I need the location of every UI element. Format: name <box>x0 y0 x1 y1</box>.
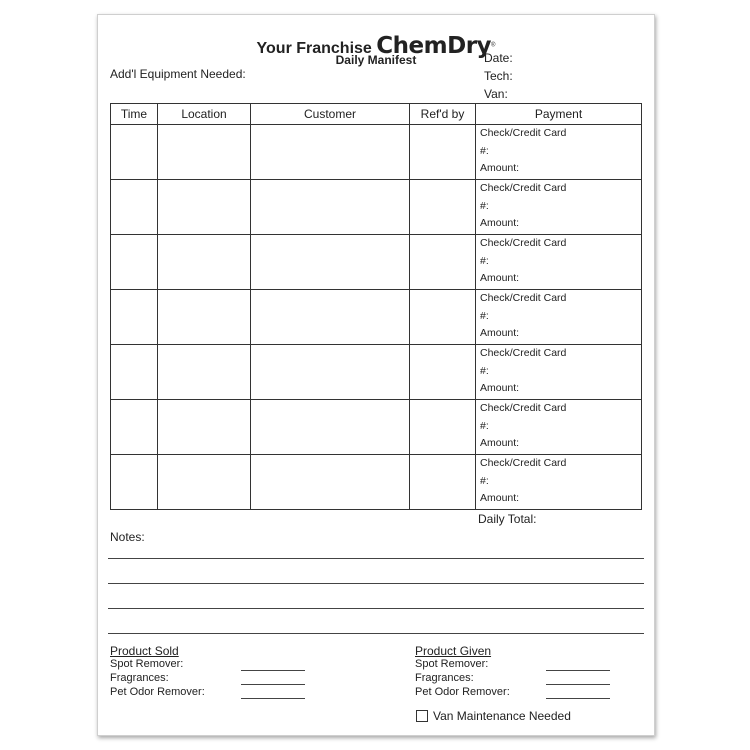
notes-label: Notes: <box>110 530 145 544</box>
payment-method-label: Check/Credit Card <box>480 292 567 304</box>
time-cell[interactable] <box>111 400 158 455</box>
location-cell[interactable] <box>158 235 251 290</box>
notes-line[interactable] <box>108 633 644 634</box>
payment-number-label: #: <box>480 254 489 267</box>
table-row <box>111 125 642 180</box>
equipment-label: Add'l Equipment Needed: <box>110 67 246 81</box>
payment-method-label: Check/Credit Card <box>480 237 567 249</box>
payment-number-label: #: <box>480 144 489 157</box>
product-sold-spot-remover-blank[interactable] <box>241 670 305 671</box>
payment-amount-label: Amount: <box>480 492 520 504</box>
customer-cell[interactable] <box>251 400 410 455</box>
payment-cell[interactable] <box>476 345 642 400</box>
time-cell[interactable] <box>111 180 158 235</box>
payment-cell[interactable] <box>476 235 642 290</box>
payment-number-label: #: <box>480 199 489 212</box>
van-label: Van: <box>484 87 508 101</box>
refd-by-cell[interactable] <box>410 400 476 455</box>
payment-cell[interactable] <box>476 400 642 455</box>
payment-method-label: Check/Credit Card <box>480 347 567 359</box>
payment-cell[interactable] <box>476 290 642 345</box>
payment-method-label: Check/Credit Card <box>480 402 567 414</box>
product-sold-fragrances-label: Fragrances: <box>110 672 169 684</box>
manifest-sheet <box>97 14 655 736</box>
payment-number-label: #: <box>480 474 489 487</box>
payment-number-label: #: <box>480 419 489 432</box>
payment-method-label: Check/Credit Card <box>480 182 567 194</box>
location-cell[interactable] <box>158 455 251 510</box>
refd-by-cell[interactable] <box>410 235 476 290</box>
time-cell[interactable] <box>111 290 158 345</box>
product-given-spot-remover-label: Spot Remover: <box>415 658 489 670</box>
customer-cell[interactable] <box>251 345 410 400</box>
product-given-fragrances-label: Fragrances: <box>415 672 474 684</box>
chemdry-logo: ChemDry <box>376 33 492 59</box>
van-maintenance-label: Van Maintenance Needed <box>433 709 571 723</box>
payment-amount-label: Amount: <box>480 272 520 284</box>
customer-cell[interactable] <box>251 235 410 290</box>
location-cell[interactable] <box>158 290 251 345</box>
location-cell[interactable] <box>158 400 251 455</box>
customer-cell[interactable] <box>251 125 410 180</box>
product-sold-pet-odor-blank[interactable] <box>241 698 305 699</box>
tech-label: Tech: <box>484 69 513 83</box>
notes-line[interactable] <box>108 583 644 584</box>
van-maintenance-checkbox[interactable] <box>416 710 428 722</box>
payment-cell[interactable] <box>476 125 642 180</box>
product-given-spot-remover-blank[interactable] <box>546 670 610 671</box>
refd-by-cell[interactable] <box>410 125 476 180</box>
product-sold-spot-remover-label: Spot Remover: <box>110 658 184 670</box>
product-given-title: Product Given <box>415 644 492 658</box>
product-given-pet-odor-blank[interactable] <box>546 698 610 699</box>
refd-by-cell[interactable] <box>410 290 476 345</box>
payment-amount-label: Amount: <box>480 382 520 394</box>
payment-number-label: #: <box>480 364 489 377</box>
payment-amount-label: Amount: <box>480 437 520 449</box>
time-cell[interactable] <box>111 235 158 290</box>
manifest-table <box>110 103 642 510</box>
brand-prefix: Your Franchise <box>256 40 372 57</box>
product-sold-pet-odor-label: Pet Odor Remover: <box>110 686 205 698</box>
refd-by-cell[interactable] <box>410 455 476 510</box>
notes-line[interactable] <box>108 558 644 559</box>
location-cell[interactable] <box>158 180 251 235</box>
table-row <box>111 455 642 510</box>
table-row <box>111 180 642 235</box>
page-title: Daily Manifest <box>335 53 417 67</box>
payment-amount-label: Amount: <box>480 217 520 229</box>
payment-amount-label: Amount: <box>480 327 520 339</box>
time-cell[interactable] <box>111 345 158 400</box>
table-row <box>111 345 642 400</box>
date-label: Date: <box>484 51 513 65</box>
table-row <box>111 235 642 290</box>
column-header-refd-by: Ref'd by <box>410 104 476 125</box>
customer-cell[interactable] <box>251 180 410 235</box>
payment-cell[interactable] <box>476 455 642 510</box>
column-header-time: Time <box>111 104 158 125</box>
customer-cell[interactable] <box>251 455 410 510</box>
column-header-customer: Customer <box>251 104 410 125</box>
payment-number-label: #: <box>480 309 489 322</box>
payment-method-label: Check/Credit Card <box>480 457 567 469</box>
time-cell[interactable] <box>111 125 158 180</box>
payment-amount-label: Amount: <box>480 162 520 174</box>
refd-by-cell[interactable] <box>410 180 476 235</box>
table-body <box>111 125 642 510</box>
time-cell[interactable] <box>111 455 158 510</box>
product-sold-fragrances-blank[interactable] <box>241 684 305 685</box>
product-given-fragrances-blank[interactable] <box>546 684 610 685</box>
daily-total-label: Daily Total: <box>478 512 537 526</box>
column-header-payment: Payment <box>476 104 642 125</box>
registered-mark: ® <box>491 42 496 49</box>
customer-cell[interactable] <box>251 290 410 345</box>
table-row <box>111 400 642 455</box>
product-sold-title: Product Sold <box>110 644 179 658</box>
payment-method-label: Check/Credit Card <box>480 127 567 139</box>
payment-cell[interactable] <box>476 180 642 235</box>
refd-by-cell[interactable] <box>410 345 476 400</box>
table-row <box>111 290 642 345</box>
table-header-row <box>111 104 642 125</box>
product-given-pet-odor-label: Pet Odor Remover: <box>415 686 510 698</box>
notes-line[interactable] <box>108 608 644 609</box>
location-cell[interactable] <box>158 125 251 180</box>
column-header-location: Location <box>158 104 251 125</box>
location-cell[interactable] <box>158 345 251 400</box>
